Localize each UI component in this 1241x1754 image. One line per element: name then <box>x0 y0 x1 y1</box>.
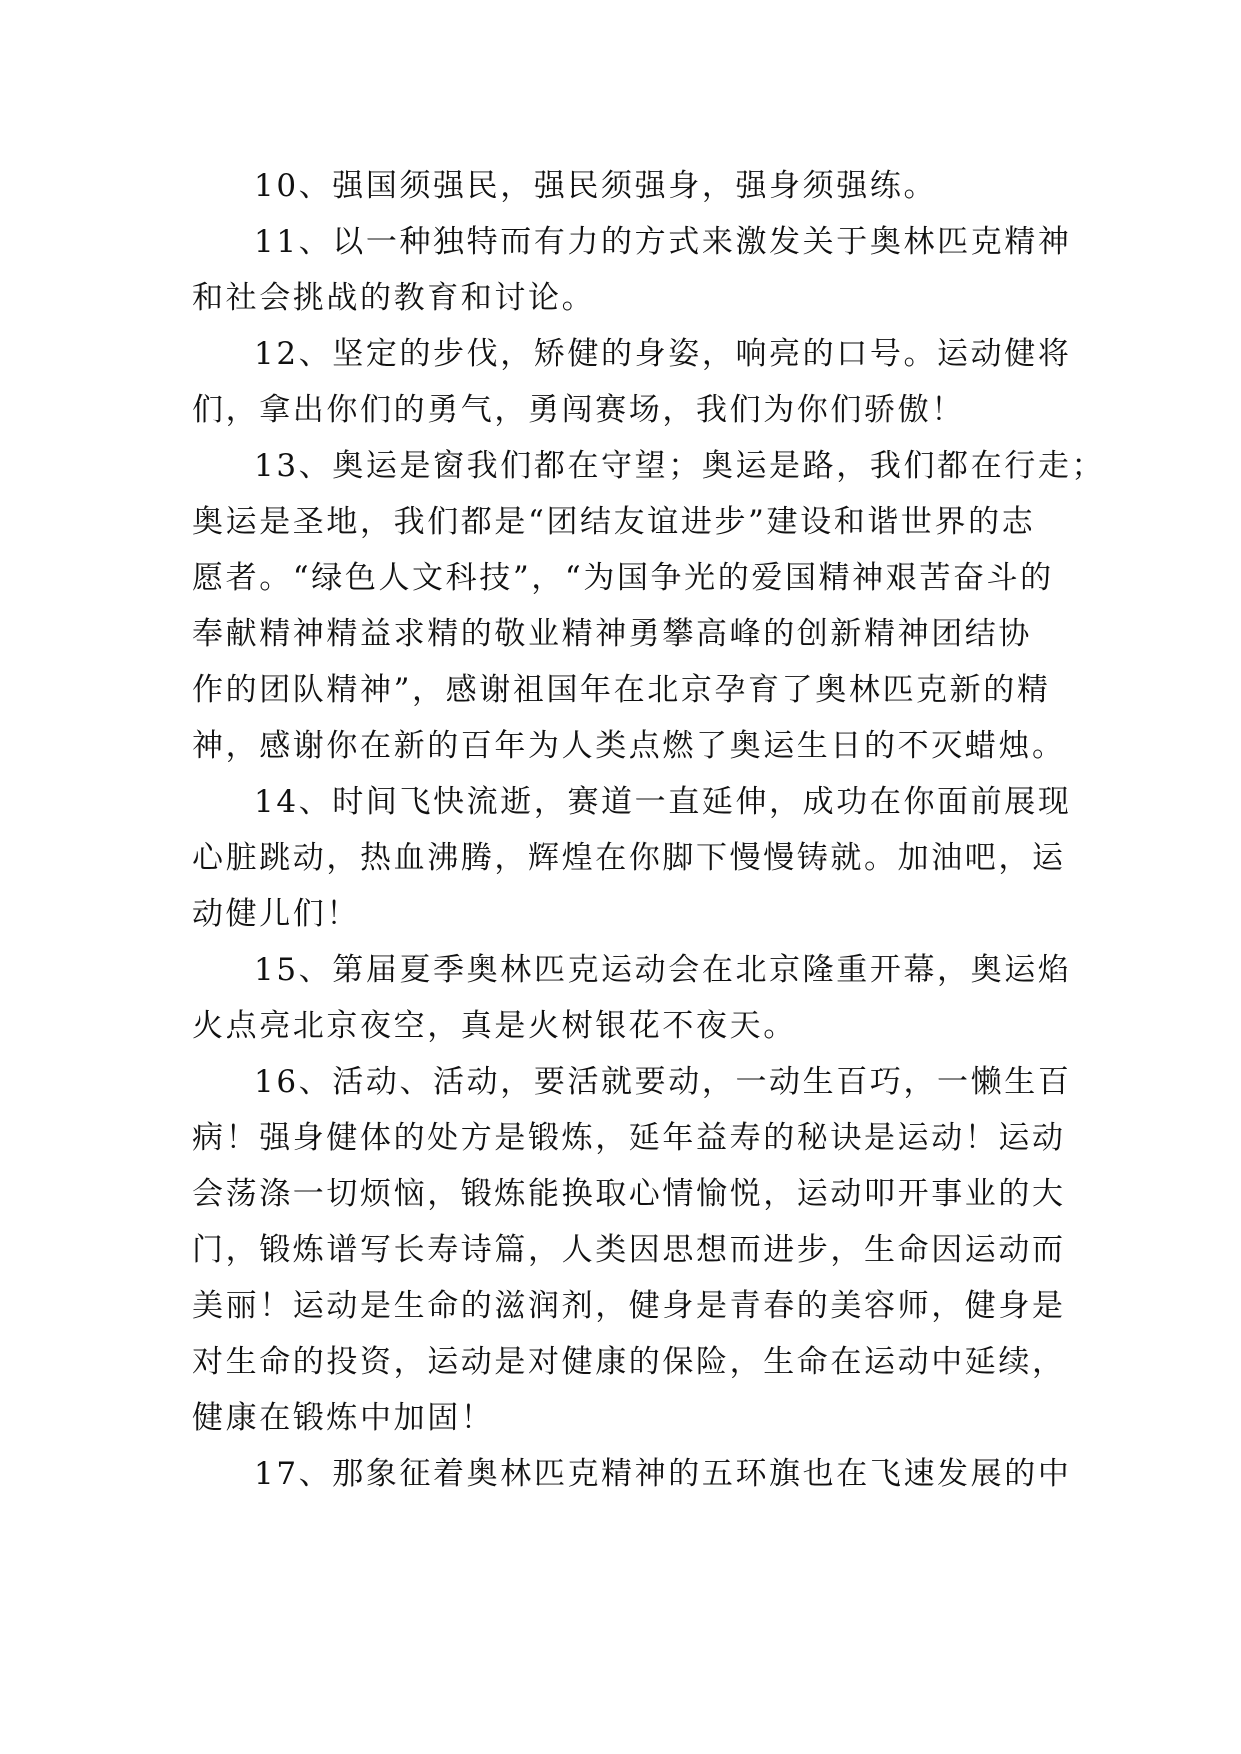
paragraph-16-line-7: 健康在锻炼中加固！ <box>192 1400 495 1436</box>
paragraph-13-line-2: 奥运是圣地，我们都是“团结友谊进步”建设和谐世界的志 <box>192 504 1036 540</box>
paragraph-11-line-1: 11、以一种独特而有力的方式来激发关于奥林匹克精神 <box>254 224 1072 260</box>
paragraph-14-line-1: 14、时间飞快流逝，赛道一直延伸，成功在你面前展现 <box>254 784 1072 820</box>
paragraph-15-line-2: 火点亮北京夜空，真是火树银花不夜天。 <box>192 1008 797 1044</box>
paragraph-16-line-6: 对生命的投资，运动是对健康的保险，生命在运动中延续， <box>192 1344 1066 1380</box>
paragraph-16-line-1: 16、活动、活动，要活就要动，一动生百巧，一懒生百 <box>254 1064 1072 1100</box>
paragraph-10-line-1: 10、强国须强民，强民须强身，强身须强练。 <box>254 168 938 204</box>
paragraph-11-line-2: 和社会挑战的教育和讨论。 <box>192 280 596 316</box>
paragraph-15-line-1: 15、第届夏季奥林匹克运动会在北京隆重开幕，奥运焰 <box>254 952 1072 988</box>
paragraph-13-line-1: 13、奥运是窗我们都在守望；奥运是路，我们都在行走； <box>254 448 1106 484</box>
paragraph-16-line-5: 美丽！运动是生命的滋润剂，健身是青春的美容师，健身是 <box>192 1288 1066 1324</box>
paragraph-14-line-2: 心脏跳动，热血沸腾，辉煌在你脚下慢慢铸就。加油吧，运 <box>192 840 1066 876</box>
paragraph-12-line-2: 们，拿出你们的勇气，勇闯赛场，我们为你们骄傲！ <box>192 392 965 428</box>
paragraph-13-line-3: 愿者。“绿色人文科技”，“为国争光的爱国精神艰苦奋斗的 <box>192 560 1054 596</box>
paragraph-16-line-4: 门，锻炼谱写长寿诗篇，人类因思想而进步，生命因运动而 <box>192 1232 1066 1268</box>
paragraph-13-line-4: 奉献精神精益求精的敬业精神勇攀高峰的创新精神团结协 <box>192 616 1032 652</box>
paragraph-12-line-1: 12、坚定的步伐，矫健的身姿，响亮的口号。运动健将 <box>254 336 1072 372</box>
paragraph-17-line-1: 17、那象征着奥林匹克精神的五环旗也在飞速发展的中 <box>254 1456 1072 1492</box>
paragraph-16-line-3: 会荡涤一切烦恼，锻炼能换取心情愉悦，运动叩开事业的大 <box>192 1176 1066 1212</box>
paragraph-13-line-6: 神，感谢你在新的百年为人类点燃了奥运生日的不灭蜡烛。 <box>192 728 1066 764</box>
paragraph-16-line-2: 病！强身健体的处方是锻炼，延年益寿的秘诀是运动！运动 <box>192 1120 1066 1156</box>
paragraph-13-line-5: 作的团队精神”，感谢祖国年在北京孕育了奥林匹克新的精 <box>192 672 1051 708</box>
paragraph-14-line-3: 动健儿们！ <box>192 896 360 932</box>
document-page <box>192 158 1106 1502</box>
